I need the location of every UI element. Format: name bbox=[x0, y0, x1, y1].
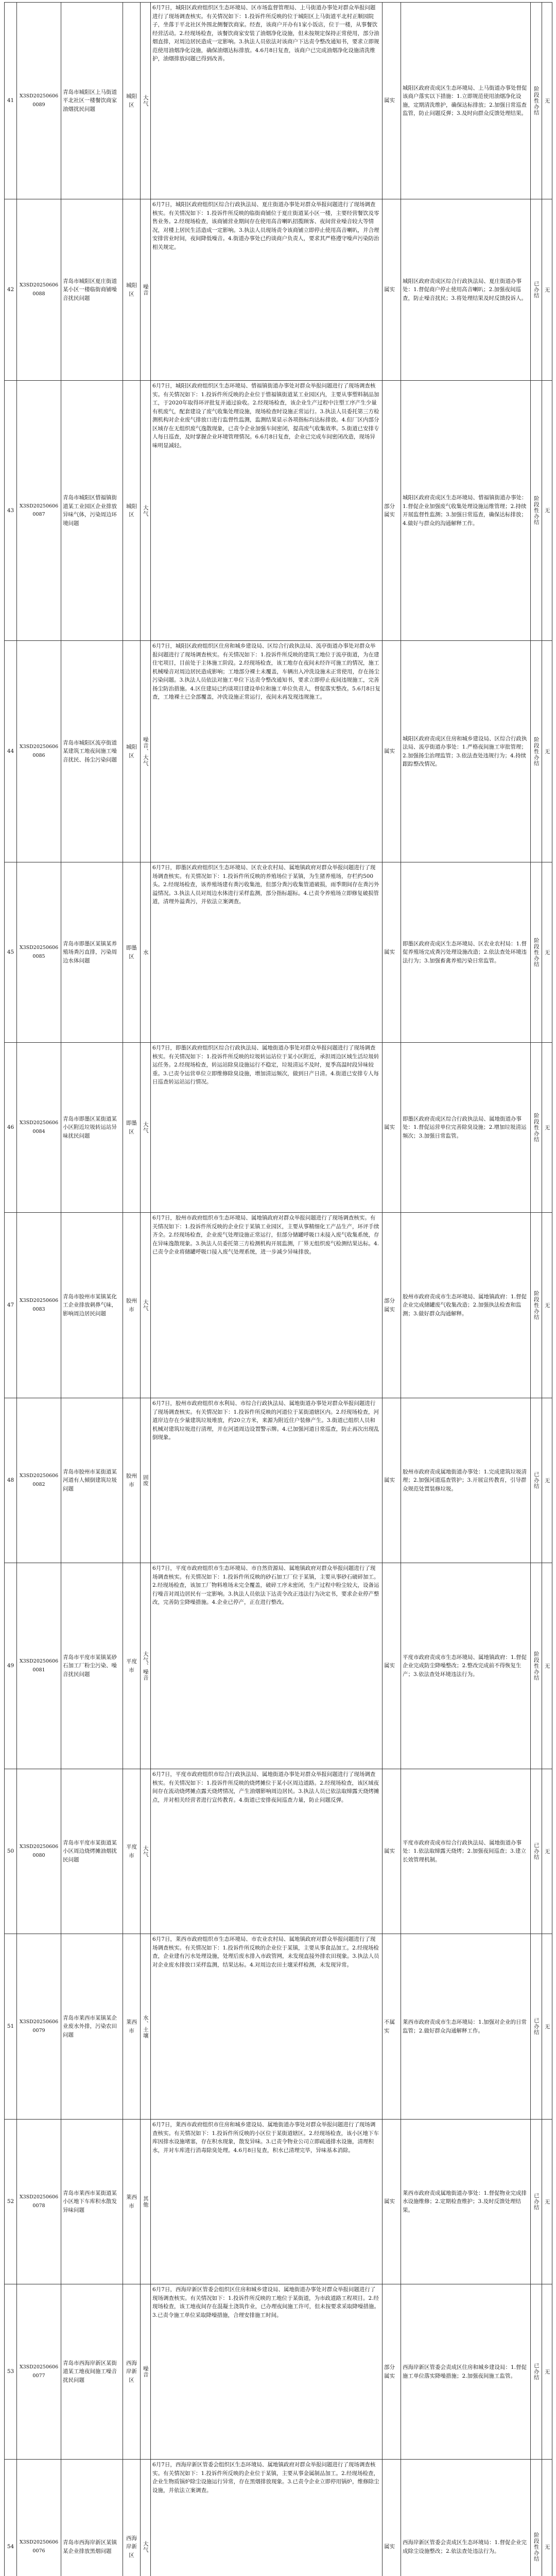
table-row bbox=[5, 1398, 552, 1563]
complaint-summary: 青岛市即墨区某街道某小区附近垃圾转运站异味扰民问题 bbox=[61, 1043, 123, 1213]
case-id: X3SD202506060078 bbox=[17, 2120, 61, 2284]
row-number: 53 bbox=[5, 2284, 17, 2460]
case-id: X3SD202506060079 bbox=[17, 1934, 61, 2120]
accountability: 无 bbox=[542, 641, 552, 862]
case-status: 阶段性办结 bbox=[531, 1563, 542, 1769]
row-number: 50 bbox=[5, 1769, 17, 1934]
verification-result: 属实 bbox=[383, 862, 401, 1043]
pollution-type: 其他 bbox=[141, 2120, 151, 2284]
verification-result: 属实 bbox=[383, 641, 401, 862]
complaint-summary: 青岛市胶州市某镇某化工企业排放刺鼻气味，影响周边居民问题 bbox=[61, 1213, 123, 1398]
case-status: 已办结 bbox=[531, 1398, 542, 1563]
handling-measures: 西海岸新区管委会责成区住房和城乡建设局：1.督促施工单位落实降噪措施；2.加强夜间施工监管。 bbox=[401, 2284, 531, 2460]
investigation-details: 6月7日，平度市政府组织市综合行政执法局、属地街道办事处对群众举报问题进行了现场调查核实。有关情况如下：1.投诉件所反映的烧烤摊位于某小区周边道路。2.经现场检查，该区域夜间存在流动烧烤摊点露天烧烤情况，产生油烟影响周边居民。3.执法人员已依法取缔露天烧烤摊点，并对相关经营者进行宣传教育。4.街道已安排夜间巡查力量，防止问题反弹。 bbox=[151, 1769, 383, 1934]
complaint-summary: 青岛市胶州市某街道某河道有人倾倒建筑垃圾问题 bbox=[61, 1398, 123, 1563]
table-row bbox=[5, 1563, 552, 1769]
accountability: 无 bbox=[542, 1213, 552, 1398]
handling-measures: 胶州市政府责成市生态环境局、属地镇政府：1.督促企业完成储罐废气收集改造；2.加强执法检查和监测；3.做好群众沟通解释。 bbox=[401, 1213, 531, 1398]
row-number: 41 bbox=[5, 3, 17, 199]
case-status: 阶段性办结 bbox=[531, 862, 542, 1043]
document-page bbox=[4, 2, 552, 2576]
verification-result: 属实 bbox=[383, 3, 401, 199]
administrative-area: 平度市 bbox=[123, 1769, 141, 1934]
complaint-summary: 青岛市莱西市某街道某小区地下车库积水散发异味问题 bbox=[61, 2120, 123, 2284]
row-number: 44 bbox=[5, 641, 17, 862]
administrative-area: 胶州市 bbox=[123, 1398, 141, 1563]
table-row bbox=[5, 381, 552, 641]
administrative-area: 西海岸新区 bbox=[123, 2284, 141, 2460]
row-number: 47 bbox=[5, 1213, 17, 1398]
case-id: X3SD202506060087 bbox=[17, 381, 61, 641]
verification-result: 属实 bbox=[383, 1398, 401, 1563]
table-row bbox=[5, 1934, 552, 2120]
administrative-area: 即墨区 bbox=[123, 1043, 141, 1213]
case-status: 阶段性办结 bbox=[531, 3, 542, 199]
verification-result: 属实 bbox=[383, 1563, 401, 1769]
pollution-type: 水、土壤 bbox=[141, 1934, 151, 2120]
case-status: 阶段性办结 bbox=[531, 1043, 542, 1213]
case-id: X3SD202506060080 bbox=[17, 1769, 61, 1934]
accountability: 无 bbox=[542, 1563, 552, 1769]
accountability: 无 bbox=[542, 3, 552, 199]
pollution-type: 大气 bbox=[141, 1769, 151, 1934]
pollution-type: 噪音 bbox=[141, 199, 151, 381]
case-id: X3SD202506060083 bbox=[17, 1213, 61, 1398]
complaint-summary: 青岛市城阳区流亭街道某建筑工地夜间施工噪音扰民、扬尘污染问题 bbox=[61, 641, 123, 862]
case-status: 阶段性办结 bbox=[531, 641, 542, 862]
case-id: X3SD202506060085 bbox=[17, 862, 61, 1043]
row-number: 52 bbox=[5, 2120, 17, 2284]
investigation-details: 6月7日，胶州市政府组织市水利局、市综合行政执法局、属地街道办事处对群众举报问题进行了现场调查核实。有关情况如下：1.投诉件所反映的河道位于某街道辖区内。2.经现场检查，河道岸边存在少量建筑垃圾堆放，约20立方米，来源为附近住户装修产生。3.街道已组织人员和机械对建筑垃圾进行清理，并在河道周边设置警示牌。4.已加强河道日常巡查，防止再次出现乱倒现象。 bbox=[151, 1398, 383, 1563]
investigation-details: 6月7日，莱西市政府组织市住房和城乡建设局、属地街道办事处对群众举报问题进行了现场调查核实。有关情况如下：1.投诉件所反映的小区位于某街道辖区。2.经现场检查，该小区地下车库因排水设施堵塞，存在积水现象，散发异味。3.已责令物业公司立即疏通排水设施，清理积水，并对车库进行消毒除臭处理。4.6月8日复查，积水已清理完毕，异味基本消除。 bbox=[151, 2120, 383, 2284]
verification-result: 属实 bbox=[383, 1043, 401, 1213]
complaint-table bbox=[4, 2, 552, 2576]
investigation-details: 6月7日，平度市政府组织市生态环境局、市自然资源局、属地镇政府对群众举报问题进行了现场调查核实。有关情况如下：1.投诉件所反映的砂石加工厂位于某镇，主要从事砂石破碎加工。2.经现场检查，该加工厂物料堆场未完全覆盖，破碎工序未密闭，生产过程中粉尘较大，设备运行噪音对周边居民有一定影响。3.执法人员依法下达责令改正违法行为决定书，要求企业停产整改，完善防尘降噪措施。4.企业已停产，正在进行整改。 bbox=[151, 1563, 383, 1769]
pollution-type: 大气 bbox=[141, 2460, 151, 2576]
accountability: 无 bbox=[542, 1769, 552, 1934]
row-number: 43 bbox=[5, 381, 17, 641]
pollution-type: 大气 bbox=[141, 3, 151, 199]
handling-measures: 西海岸新区管委会责成区生态环境局：1.督促企业完成除尘设施整改；2.依法查处违法行为。 bbox=[401, 2460, 531, 2576]
investigation-details: 6月7日，即墨区政府组织区生态环境局、区农业农村局、属地镇政府对群众举报问题进行了现场调查核实。有关情况如下：1.投诉件所反映的养殖场位于某镇，为生猪养殖场，存栏约500头。2.经现场检查，该养殖场建有粪污收集池，但部分粪污收集管道破损，雨季期间存在粪污外溢情况。3.执法人员对周边水体进行采样监测，部分指标超标。4.已责令养殖场立即修复破损管道，清理外溢粪污，并依法立案调查。 bbox=[151, 862, 383, 1043]
complaint-summary: 青岛市西海岸新区某街道某工地夜间施工噪音扰民问题 bbox=[61, 2284, 123, 2460]
pollution-type: 大气 bbox=[141, 1043, 151, 1213]
case-id: X3SD202506060077 bbox=[17, 2284, 61, 2460]
accountability: 无 bbox=[542, 1043, 552, 1213]
verification-result: 属实 bbox=[383, 199, 401, 381]
table-row bbox=[5, 1213, 552, 1398]
accountability: 无 bbox=[542, 1934, 552, 2120]
row-number: 49 bbox=[5, 1563, 17, 1769]
table-row bbox=[5, 641, 552, 862]
handling-measures: 即墨区政府责成区综合行政执法局、属地街道办事处：1.督促运营单位完善除臭设施；2.增加垃圾清运频次；3.加强日常监管。 bbox=[401, 1043, 531, 1213]
table-row bbox=[5, 199, 552, 381]
handling-measures: 城阳区政府责成区生态环境局、上马街道办事处督促该商户落实以下措施：1.立即规范使用油烟净化设施，定期清洗维护，确保达标排放；2.加强日常巡查监管，防止问题反弹；3.及时向群众反馈处理结果。 bbox=[401, 3, 531, 199]
investigation-details: 6月7日，西海岸新区管委会组织区住房和城乡建设局、属地街道办事处对群众举报问题进行了现场调查核实。有关情况如下：1.投诉件所反映的工地位于某街道，为市政道路工程项目。2.经现场检查，该工地夜间存在混凝土浇筑作业，已办理夜间施工许可，但未按要求采取降噪措施。3.已责令施工单位采取降噪措施，合理安排施工时间。 bbox=[151, 2284, 383, 2460]
row-number: 42 bbox=[5, 199, 17, 381]
administrative-area: 城阳区 bbox=[123, 3, 141, 199]
investigation-details: 6月7日，西海岸新区管委会组织区生态环境局、属地镇政府对群众举报问题进行了现场调查核实。有关情况如下：1.投诉件所反映的企业位于某镇，主要从事金属制品加工。2.经现场检查，企业生物质锅炉除尘设施运行异常，存在黑烟排放现象。3.已责令企业立即停用锅炉，维修除尘设施，并依法立案调查。 bbox=[151, 2460, 383, 2576]
handling-measures: 平度市政府责成市综合行政执法局、属地街道办事处：1.依法取缔露天烧烤；2.加强夜间巡查；3.建立长效管理机制。 bbox=[401, 1769, 531, 1934]
accountability: 无 bbox=[542, 2460, 552, 2576]
investigation-details: 6月7日，城阳区政府组织区综合行政执法局、夏庄街道办事处对群众举报问题进行了现场调查核实。有关情况如下：1.投诉件所反映的临街商铺位于夏庄街道某小区一楼，主要经营餐饮及零售业务。2.经现场检查，该商铺营业期间存在使用高音喇叭招揽顾客、夜间营业噪音较大等情况，对楼上居民生活造成一定影响。3.执法人员现场责令该商铺立即停止使用高音喇叭，并合理安排营业时间，夜间降低噪音。4.街道办事处已约谈商户负责人，要求其严格遵守噪声污染防治相关规定。 bbox=[151, 199, 383, 381]
accountability: 无 bbox=[542, 199, 552, 381]
handling-measures: 胶州市政府责成属地街道办事处：1.完成建筑垃圾清理；2.加强河道巡查管护；3.开展宣传教育，引导群众规范处置装修垃圾。 bbox=[401, 1398, 531, 1563]
case-id: X3SD202506060076 bbox=[17, 2460, 61, 2576]
table-row bbox=[5, 862, 552, 1043]
case-id: X3SD202506060082 bbox=[17, 1398, 61, 1563]
investigation-details: 6月7日，莱西市政府组织市生态环境局、市农业农村局、属地镇政府对群众举报问题进行了现场调查核实。有关情况如下：1.投诉件所反映的企业位于某镇，主要从事食品加工。2.经现场检查，企业建有污水处理设施，处理后废水排入市政管网，未发现直接外排农田现象。3.执法人员对企业废水排放口采样监测，结果达标。4.对周边农田土壤采样检测，未发现异常。 bbox=[151, 1934, 383, 2120]
verification-result: 部分属实 bbox=[383, 1213, 401, 1398]
case-status: 已办结 bbox=[531, 1934, 542, 2120]
investigation-details: 6月7日，城阳区政府组织区生态环境局、惜福镇街道办事处对群众举报问题进行了现场调查核实。有关情况如下：1.投诉件所反映的企业位于惜福镇街道某工业园区内，主要从事塑料制品加工，于2020年取得环评批复并通过验收。2.经现场检查，该企业生产过程中注塑工序产生少量有机废气，配套建设了废气收集处理设施，现场检查时设施正常运行。3.执法人员委托第三方检测机构对企业废气排放口进行监督性监测，监测结果显示各项指标均达标排放。4.但厂区内部分区域存在无组织废气逸散现象，已责令企业加强车间密闭，提高废气收集效率。5.街道已安排专人每日巡查，及时掌握企业环境管理情况。6.6月8日复查，企业已完成车间密闭改造，现场异味明显减轻。 bbox=[151, 381, 383, 641]
verification-result: 属实 bbox=[383, 2120, 401, 2284]
case-status: 已办结 bbox=[531, 1769, 542, 1934]
row-number: 46 bbox=[5, 1043, 17, 1213]
complaint-summary: 青岛市平度市某镇某砂石加工厂粉尘污染、噪音扰民问题 bbox=[61, 1563, 123, 1769]
investigation-details: 6月7日，城阳区政府组织区生态环境局、区市场监督管理局、上马街道办事处对群众举报问题进行了现场调查核实。有关情况如下：1.投诉件所反映的位于城阳区上马街道平北村正顺园院子，坐落于平北社区外围北侧餐饮商家。经查，该商户开办有1家小饭店，位于一楼，从事餐饮经营活动。2.经现场检查，该餐饮商家安装了油烟净化设施，但未按规定保持正常使用，部分油烟直排，对周边居民造成一定影响。3.执法人员依法对该商户下达责令整改通知书，要求立即规范使用油烟净化设施，确保油烟达标排放。4.6月8日复查，该商户已完成油烟净化设施清洗维护，油烟排放问题已得到改善。 bbox=[151, 3, 383, 199]
administrative-area: 西海岸新区 bbox=[123, 2460, 141, 2576]
accountability: 无 bbox=[542, 381, 552, 641]
administrative-area: 胶州市 bbox=[123, 1213, 141, 1398]
case-id: X3SD202506060088 bbox=[17, 199, 61, 381]
handling-measures: 城阳区政府责成区综合行政执法局、夏庄街道办事处：1.督促商户停止使用高音喇叭；2.加强夜间巡查，防止噪音扰民；3.将处理结果及时反馈投诉人。 bbox=[401, 199, 531, 381]
handling-measures: 城阳区政府责成区住房和城乡建设局、区综合行政执法局、流亭街道办事处：1.严格夜间施工审批管理；2.加强扬尘治理监管；3.依法查处违规行为；4.持续跟踪整改情况。 bbox=[401, 641, 531, 862]
handling-measures: 城阳区政府责成区生态环境局、惜福镇街道办事处：1.督促企业加强废气收集处理设施运维管理；2.持续开展监督性监测；3.加强日常巡查，确保达标排放；4.做好与群众的沟通解释工作。 bbox=[401, 381, 531, 641]
complaint-summary: 青岛市莱西市某镇某企业废水外排，污染农田问题 bbox=[61, 1934, 123, 2120]
administrative-area: 即墨区 bbox=[123, 862, 141, 1043]
row-number: 48 bbox=[5, 1398, 17, 1563]
case-id: X3SD202506060084 bbox=[17, 1043, 61, 1213]
case-status: 已办结 bbox=[531, 2120, 542, 2284]
complaint-summary: 青岛市城阳区夏庄街道某小区一楼临街商铺噪音扰民问题 bbox=[61, 199, 123, 381]
verification-result: 不属实 bbox=[383, 1934, 401, 2120]
investigation-details: 6月7日，胶州市政府组织市生态环境局、属地镇政府对群众举报问题进行了现场调查核实。有关情况如下：1.投诉件所反映的企业位于某镇工业园区，主要从事精细化工产品生产，环评手续齐全。2.经现场检查，企业废气处理设施正常运行，但部分储罐呼吸口未接入废气收集系统，存在异味逸散现象。3.执法人员委托第三方检测机构开展监测，厂界无组织废气检测结果达标。4.已责令企业将储罐呼吸口接入废气处理系统，进一步减少异味排放。 bbox=[151, 1213, 383, 1398]
table-row bbox=[5, 3, 552, 199]
pollution-type: 大气、噪音 bbox=[141, 1563, 151, 1769]
complaint-summary: 青岛市西海岸新区某镇某企业排放黑烟问题 bbox=[61, 2460, 123, 2576]
investigation-details: 6月7日，即墨区政府组织区综合行政执法局、属地街道办事处对群众举报问题进行了现场调查核实。有关情况如下：1.投诉件所反映的垃圾转运站位于某小区附近，承担周边区域生活垃圾转运任务。2.经现场检查，转运站除臭设施运行不稳定，垃圾清运不及时，夏季高温时段异味较重。3.已责令运营单位立即维修除臭设施，增加清运频次，做到日产日清。4.街道已安排专人每日巡查转运站运行情况。 bbox=[151, 1043, 383, 1213]
table-row bbox=[5, 2460, 552, 2576]
accountability: 无 bbox=[542, 862, 552, 1043]
complaint-summary: 青岛市即墨区某镇某养殖场粪污直排，污染周边水体问题 bbox=[61, 862, 123, 1043]
accountability: 无 bbox=[542, 1398, 552, 1563]
case-status: 阶段性办结 bbox=[531, 381, 542, 641]
pollution-type: 水 bbox=[141, 862, 151, 1043]
administrative-area: 莱西市 bbox=[123, 1934, 141, 2120]
investigation-details: 6月7日，城阳区政府组织区住房和城乡建设局、区综合行政执法局、流亭街道办事处对群众举报问题进行了现场调查核实。有关情况如下：1.投诉件所反映的建筑工地位于流亭街道，为在建住宅项目，目前处于主体施工阶段。2.经现场检查，该工地存在夜间未经许可施工的情况，施工机械噪音对周边居民造成影响；工地部分裸土未覆盖，车辆出入冲洗设施未正常使用，存在扬尘污染问题。3.执法人员依法对施工单位下达责令整改通知书，要求立即停止夜间违规施工，完善扬尘防治措施。4.区住建局已约谈项目建设单位和施工单位负责人，督促落实整改。5.6月8日复查，工地裸土已全部覆盖，冲洗设施正常运行，夜间未再发现违规施工。 bbox=[151, 641, 383, 862]
handling-measures: 莱西市政府责成市生态环境局：1.加强对企业的日常监管；2.做好群众沟通解释工作。 bbox=[401, 1934, 531, 2120]
complaint-summary: 青岛市城阳区上马街道平北社区一楼餐饮商家油烟扰民问题 bbox=[61, 3, 123, 199]
pollution-type: 大气 bbox=[141, 1213, 151, 1398]
case-id: X3SD202506060089 bbox=[17, 3, 61, 199]
row-number: 51 bbox=[5, 1934, 17, 2120]
table-row bbox=[5, 2284, 552, 2460]
table-row bbox=[5, 1043, 552, 1213]
pollution-type: 噪音、大气 bbox=[141, 641, 151, 862]
case-status: 阶段性办结 bbox=[531, 1213, 542, 1398]
row-number: 54 bbox=[5, 2460, 17, 2576]
handling-measures: 莱西市政府责成属地街道办事处：1.督促物业完成排水设施维修；2.定期检查维护；3.及时反馈处理结果。 bbox=[401, 2120, 531, 2284]
complaint-summary: 青岛市城阳区惜福镇街道某工业园区企业排放异味气体，污染周边环境问题 bbox=[61, 381, 123, 641]
handling-measures: 平度市政府责成市生态环境局、属地镇政府：1.督促企业完成防尘降噪整改；2.整改完成前不得恢复生产；3.依法查处环境违法行为。 bbox=[401, 1563, 531, 1769]
administrative-area: 平度市 bbox=[123, 1563, 141, 1769]
case-status: 已办结 bbox=[531, 199, 542, 381]
case-id: X3SD202506060081 bbox=[17, 1563, 61, 1769]
table-row bbox=[5, 2120, 552, 2284]
administrative-area: 城阳区 bbox=[123, 381, 141, 641]
administrative-area: 城阳区 bbox=[123, 641, 141, 862]
row-number: 45 bbox=[5, 862, 17, 1043]
complaint-summary: 青岛市平度市某街道某小区周边烧烤摊油烟扰民问题 bbox=[61, 1769, 123, 1934]
accountability: 无 bbox=[542, 2284, 552, 2460]
administrative-area: 莱西市 bbox=[123, 2120, 141, 2284]
table-row bbox=[5, 1769, 552, 1934]
table-body bbox=[5, 3, 552, 2576]
accountability: 无 bbox=[542, 2120, 552, 2284]
verification-result: 部分属实 bbox=[383, 2284, 401, 2460]
pollution-type: 大气 bbox=[141, 381, 151, 641]
verification-result: 属实 bbox=[383, 2460, 401, 2576]
verification-result: 属实 bbox=[383, 1769, 401, 1934]
pollution-type: 噪音 bbox=[141, 2284, 151, 2460]
case-id: X3SD202506060086 bbox=[17, 641, 61, 862]
case-status: 阶段性办结 bbox=[531, 2460, 542, 2576]
case-status: 已办结 bbox=[531, 2284, 542, 2460]
verification-result: 部分属实 bbox=[383, 381, 401, 641]
handling-measures: 即墨区政府责成区生态环境局、区农业农村局：1.督促养殖场完成粪污处理设施改造；2.依法查处环境违法行为；3.加强畜禽养殖污染日常监管。 bbox=[401, 862, 531, 1043]
pollution-type: 固废 bbox=[141, 1398, 151, 1563]
administrative-area: 城阳区 bbox=[123, 199, 141, 381]
